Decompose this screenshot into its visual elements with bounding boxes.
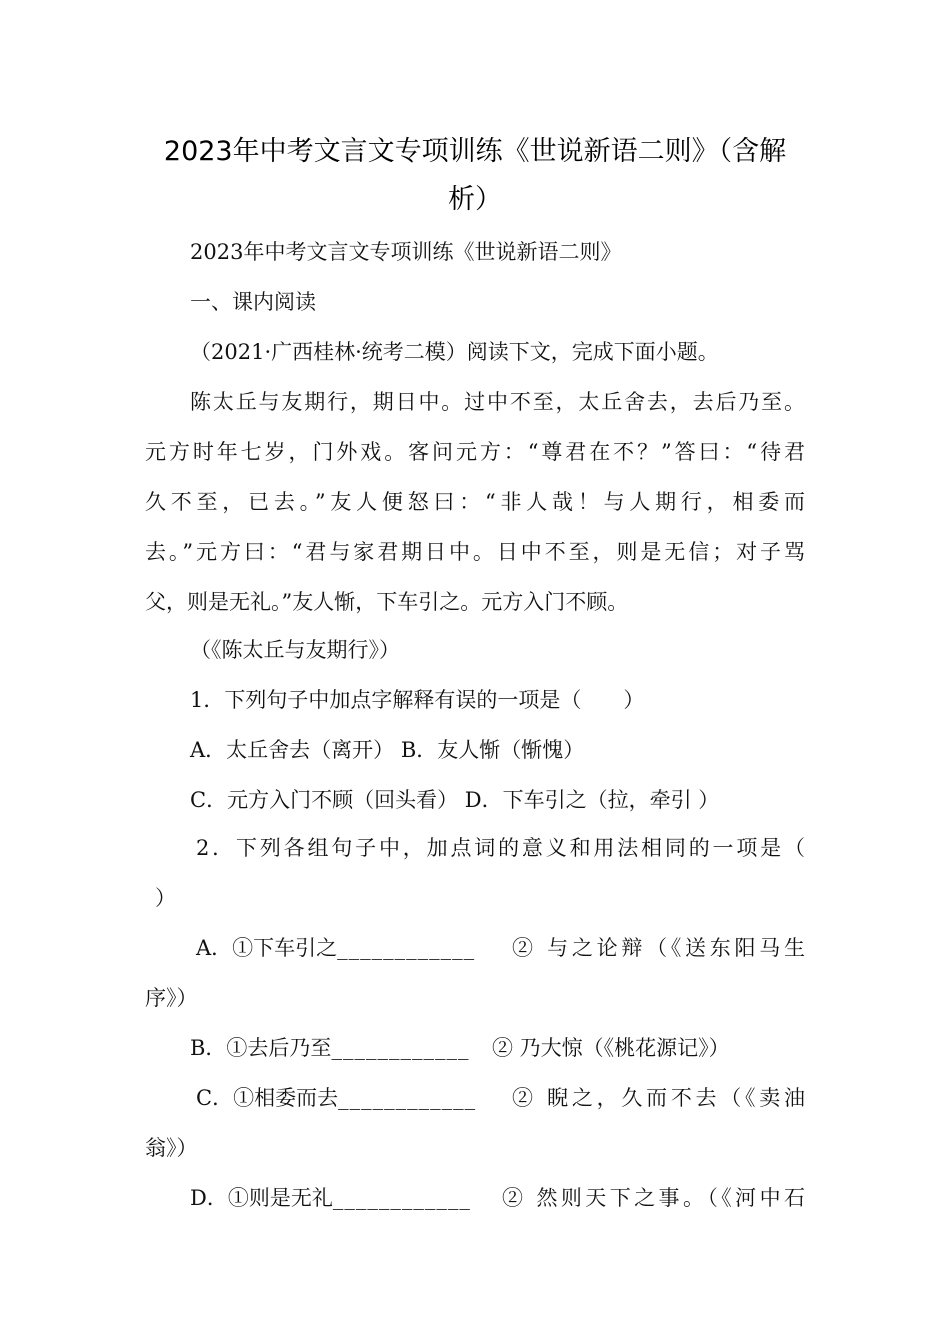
question-1-options-cd: C．元方入门不顾（回头看） D．下车引之（拉，牵引 ） bbox=[190, 788, 720, 812]
question-1-stem: 1．下列句子中加点字解释有误的一项是（ ） bbox=[190, 688, 645, 712]
title-line-1: 2023年中考文言文专项训练《世说新语二则》（含解 bbox=[163, 136, 787, 167]
option-d-comparison: ② 然则天下之事。（《河中石 bbox=[502, 1186, 805, 1210]
passage-line: 去。”元方曰：“君与家君期日中。日中不至，则是无信；对子骂 bbox=[145, 540, 805, 564]
passage-line: 元方时年七岁，门外戏。客问元方：“尊君在不？”答曰：“待君 bbox=[145, 440, 805, 464]
answer-blank: ____________ bbox=[338, 1086, 477, 1110]
option-b-label: B．①去后乃至 bbox=[190, 1036, 332, 1060]
question-2-stem-cont: ） bbox=[155, 886, 176, 910]
option-a-comparison-cont: 序》） bbox=[145, 986, 198, 1010]
passage-line: 父，则是无礼。”友人惭，下车引之。元方入门不顾。 bbox=[145, 590, 629, 614]
document-title bbox=[145, 128, 805, 224]
source-note: （2021·广西桂林·统考二模）阅读下文，完成下面小题。 bbox=[190, 340, 719, 364]
option-d-label: D．①则是无礼 bbox=[190, 1186, 333, 1210]
option-b-comparison: ② 乃大惊（《桃花源记》） bbox=[492, 1036, 730, 1060]
question-2-stem: 2．下列各组句子中，加点词的意义和用法相同的一项是（ bbox=[196, 836, 805, 860]
option-c-comparison-cont: 翁》） bbox=[145, 1136, 198, 1160]
option-a-label: A．①下车引之 bbox=[196, 936, 338, 960]
subtitle: 2023年中考文言文专项训练《世说新语二则》 bbox=[190, 240, 622, 264]
answer-blank: ____________ bbox=[337, 936, 476, 960]
option-c-comparison: ② 睨之，久而不去（《卖油 bbox=[512, 1086, 805, 1110]
passage-line: 陈太丘与友期行，期日中。过中不至，太丘舍去，去后乃至。 bbox=[190, 390, 805, 414]
passage-line: 久不至，已去。”友人便怒曰：“非人哉！与人期行，相委而 bbox=[145, 490, 805, 514]
option-a-comparison: ② 与之论辩（《送东阳马生 bbox=[512, 936, 805, 960]
option-c-label: C．①相委而去 bbox=[196, 1086, 339, 1110]
answer-blank: ____________ bbox=[332, 1186, 471, 1210]
answer-blank: ____________ bbox=[331, 1036, 470, 1060]
title-line-2: 析） bbox=[448, 184, 502, 215]
passage-source: （《陈太丘与友期行》） bbox=[190, 638, 400, 662]
section-heading: 一、课内阅读 bbox=[190, 290, 316, 314]
question-1-options-ab: A．太丘舍去（离开） B．友人惭（惭愧） bbox=[190, 738, 585, 762]
